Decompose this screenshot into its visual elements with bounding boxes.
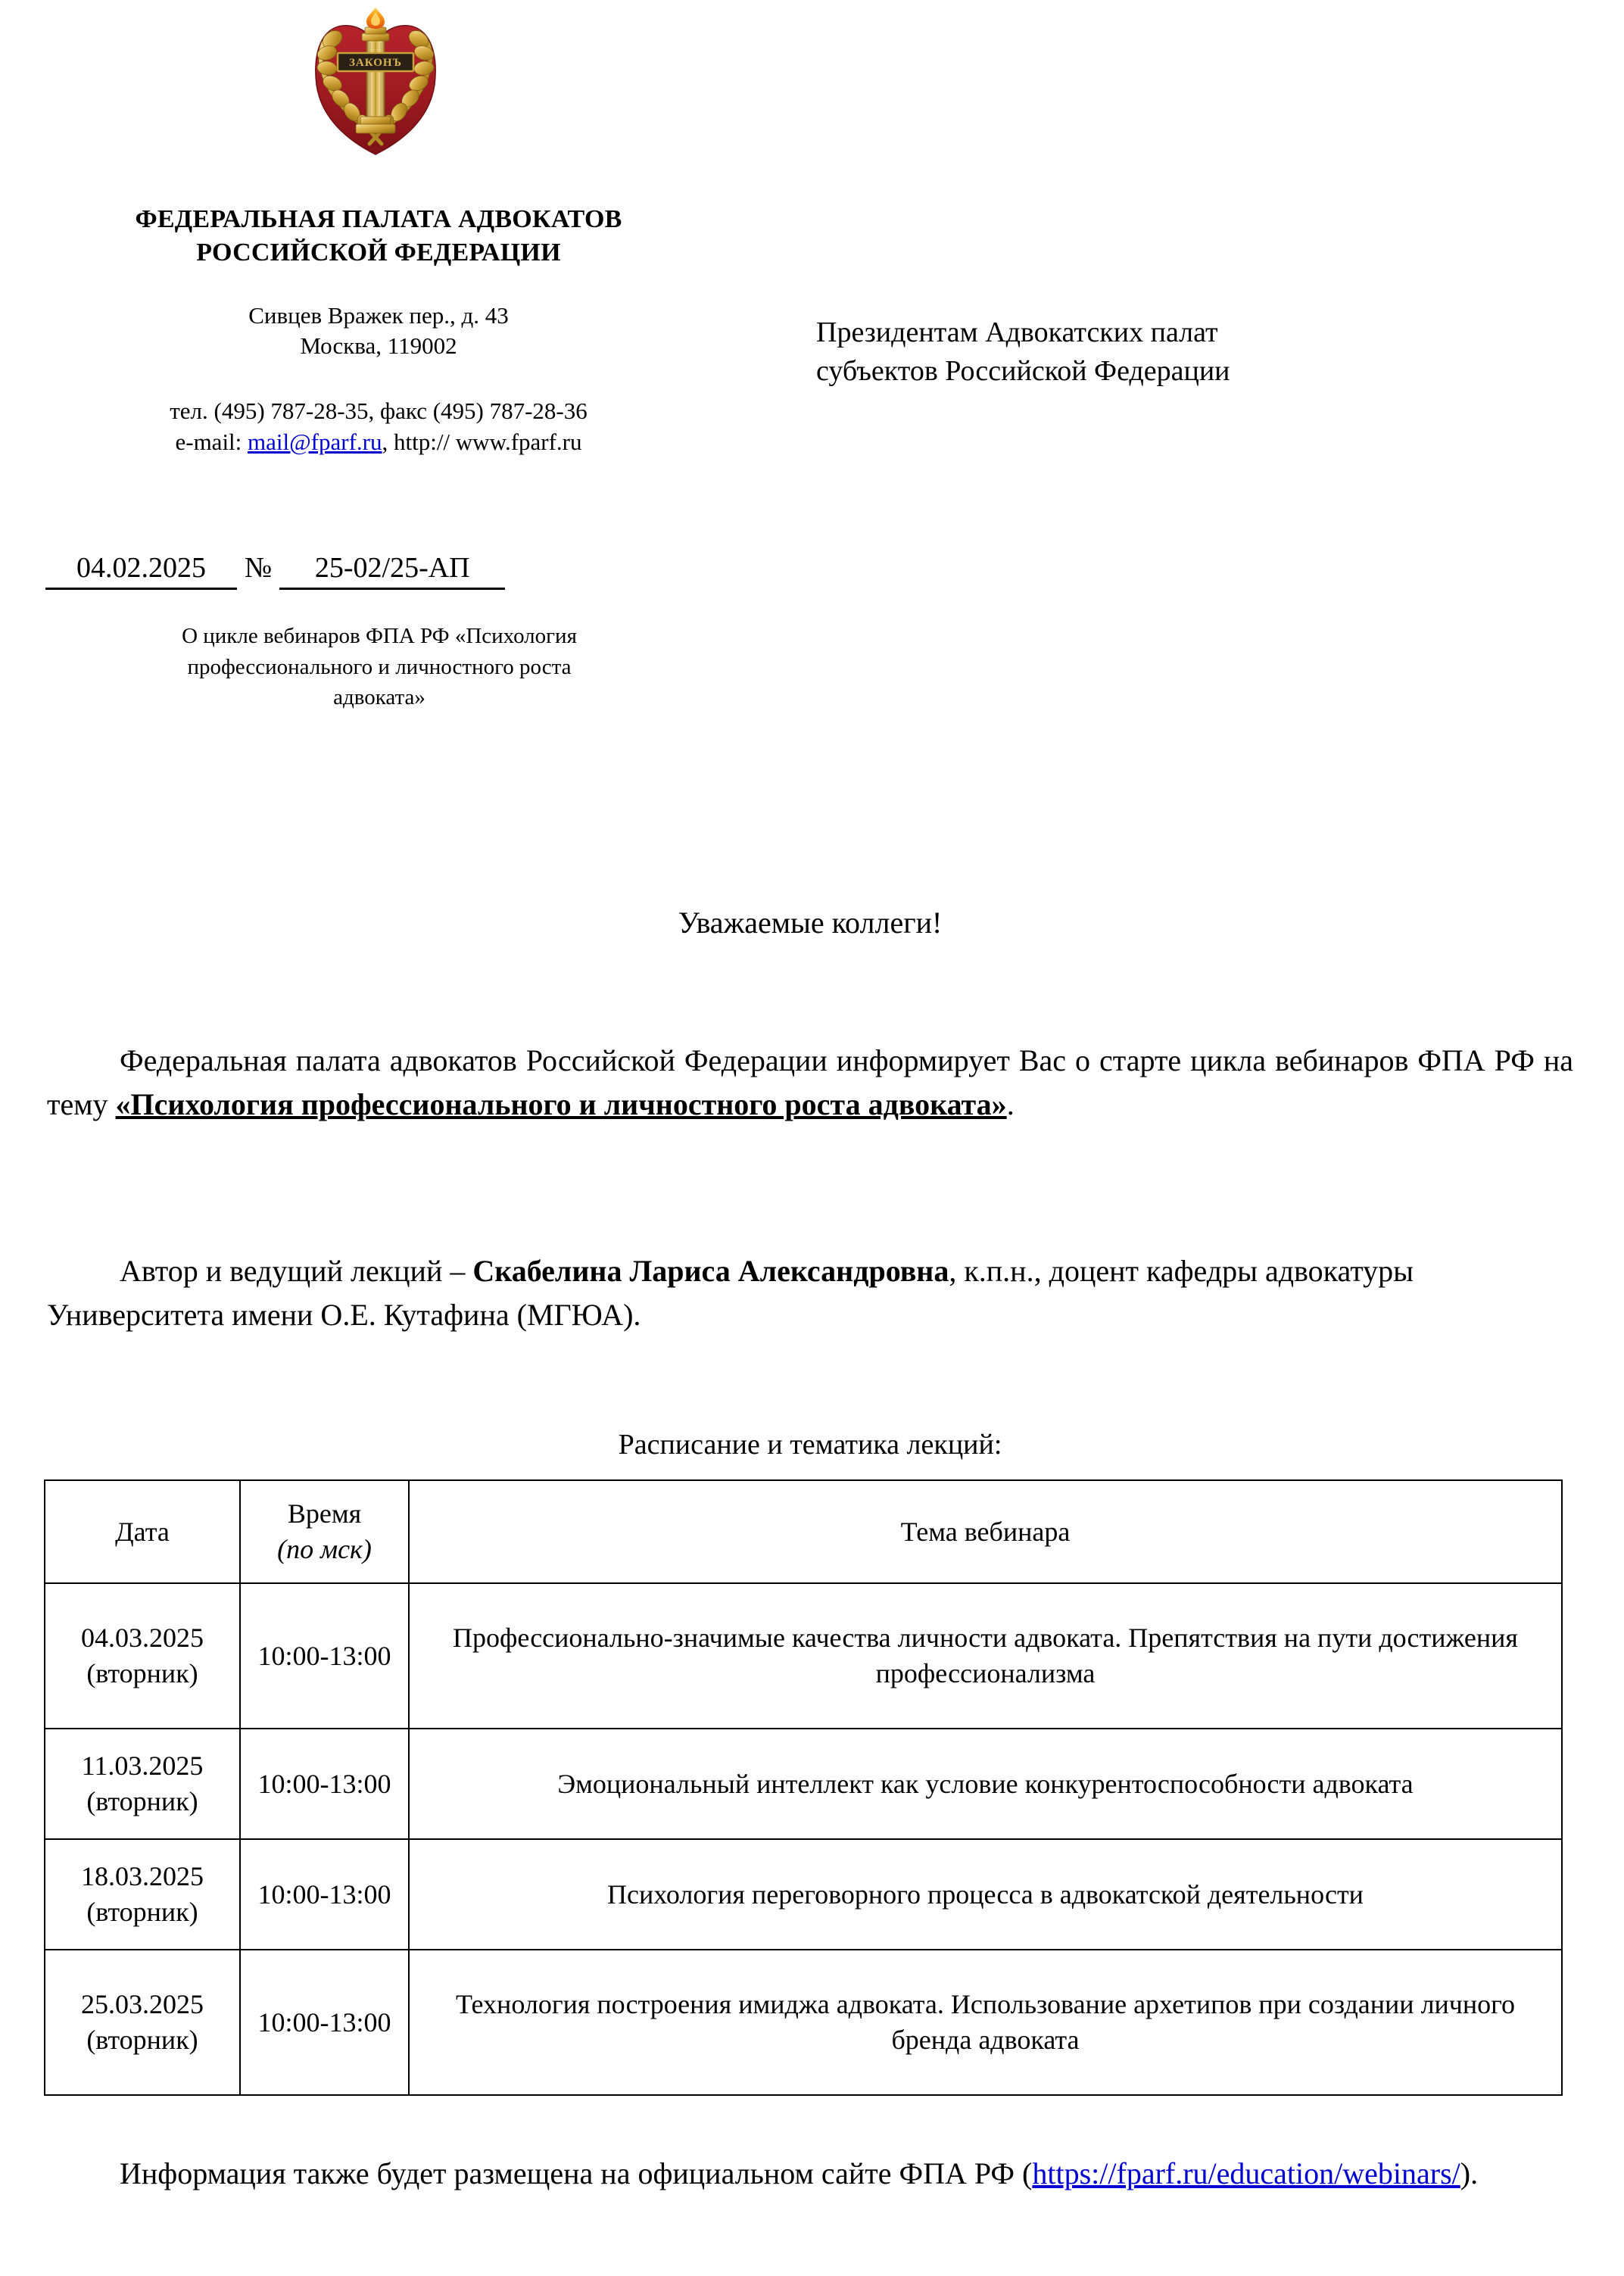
organization-name: [45, 203, 712, 269]
row-time: 10:00-13:00: [240, 1729, 409, 1839]
row-topic: Эмоциональный интеллект как условие конкурентоспособности адвоката: [409, 1729, 1562, 1839]
subject-line3: адвоката»: [333, 685, 425, 710]
row-weekday: (вторник): [86, 2025, 198, 2055]
row-time: 10:00-13:00: [240, 1583, 409, 1729]
number-symbol: №: [245, 552, 273, 584]
email-link[interactable]: mail@fparf.ru: [248, 429, 382, 456]
paragraph-lecturer: [47, 1249, 1573, 1336]
address-city: Москва, 119002: [300, 332, 457, 360]
addressee-line1: Президентам Адвокатских палат: [816, 316, 1218, 348]
schedule-caption: Расписание и тематика лекций:: [618, 1429, 1002, 1461]
table-row: [45, 1950, 1562, 2095]
website-text: , http:// www.fparf.ru: [382, 429, 582, 456]
table-row: [45, 1729, 1562, 1839]
p2-text-after: , к.п.н., доцент кафедры адвокатуры Университета имени О.Е. Кутафина (МГЮА).: [47, 1254, 1414, 1332]
subject-line1: О цикле вебинаров ФПА РФ «Психология: [182, 624, 577, 648]
reference-line: [45, 551, 727, 590]
organization-name-line1: ФЕДЕРАЛЬНАЯ ПАЛАТА АДВОКАТОВ: [135, 205, 622, 233]
emblem-banner-text: ЗАКОНЪ: [348, 57, 403, 69]
p1-text-before: Федеральная палата адвокатов Российской Федерации информирует Вас о старте цикла вебинаров ФПА РФ на тему: [47, 1043, 1573, 1121]
lecturer-name: Скабелина Лариса Александровна: [472, 1254, 949, 1288]
webinars-page-link[interactable]: https://fparf.ru/education/webinars/: [1032, 2156, 1460, 2190]
webinar-schedule-table: [44, 1479, 1563, 2096]
header-time: [240, 1480, 409, 1583]
p2-text-before: Автор и ведущий лекций –: [120, 1254, 473, 1288]
row-weekday: (вторник): [86, 1658, 198, 1688]
p1-text-after: .: [1006, 1087, 1015, 1121]
webinar-series-title: «Психология профессионального и личностного роста адвоката»: [115, 1087, 1007, 1121]
letterhead: [45, 203, 712, 458]
email-web-line: [45, 426, 712, 458]
row-date: [45, 1839, 240, 1950]
row-date: [45, 1729, 240, 1839]
table-row: [45, 1839, 1562, 1950]
row-date: [45, 1583, 240, 1729]
fpa-coat-of-arms-icon: [301, 6, 450, 165]
header-time-main: Время: [287, 1498, 362, 1529]
document-number: 25-02/25-АП: [279, 551, 505, 590]
postal-address: [45, 301, 712, 362]
subject-block: [47, 621, 712, 713]
header-date: Дата: [45, 1480, 240, 1583]
row-date-value: 25.03.2025: [81, 1989, 204, 2020]
row-topic: Психология переговорного процесса в адвокатской деятельности: [409, 1839, 1562, 1950]
header-topic: Тема вебинара: [409, 1480, 1562, 1583]
table-header-row: [45, 1480, 1562, 1583]
paragraph-website-info: [47, 2152, 1573, 2196]
row-date-value: 11.03.2025: [81, 1751, 204, 1782]
paragraph-announcement: [47, 1039, 1573, 1126]
table-row: [45, 1583, 1562, 1729]
row-weekday: (вторник): [86, 1786, 198, 1816]
phone-fax-line: тел. (495) 787-28-35, факс (495) 787-28-36: [170, 397, 588, 424]
row-date: [45, 1950, 240, 2095]
p4-text-before: Информация также будет размещена на официальном сайте ФПА РФ (: [120, 2156, 1033, 2190]
row-topic: Технология построения имиджа адвоката. Использование архетипов при создании личного бренда адвоката: [409, 1950, 1562, 2095]
subject-line2: профессионального и личностного роста: [187, 654, 572, 679]
row-weekday: (вторник): [86, 1897, 198, 1927]
document-date: 04.02.2025: [45, 551, 237, 590]
contact-details: [45, 395, 712, 458]
row-date-value: 18.03.2025: [81, 1861, 204, 1892]
row-date-value: 04.03.2025: [81, 1623, 204, 1654]
email-label: e-mail:: [175, 429, 248, 456]
row-topic: Профессионально-значимые качества личности адвоката. Препятствия на пути достижения профессионализма: [409, 1583, 1562, 1729]
row-time: 10:00-13:00: [240, 1950, 409, 2095]
p4-text-after: ).: [1460, 2156, 1479, 2190]
salutation: Уважаемые коллеги!: [678, 906, 943, 940]
address-street: Сивцев Вражек пер., д. 43: [248, 302, 509, 329]
addressee-block: [816, 313, 1558, 391]
row-time: 10:00-13:00: [240, 1839, 409, 1950]
addressee-line2: субъектов Российской Федерации: [816, 354, 1230, 387]
organization-name-line2: РОССИЙСКОЙ ФЕДЕРАЦИИ: [196, 238, 561, 267]
header-time-sub: (по мск): [277, 1534, 372, 1564]
